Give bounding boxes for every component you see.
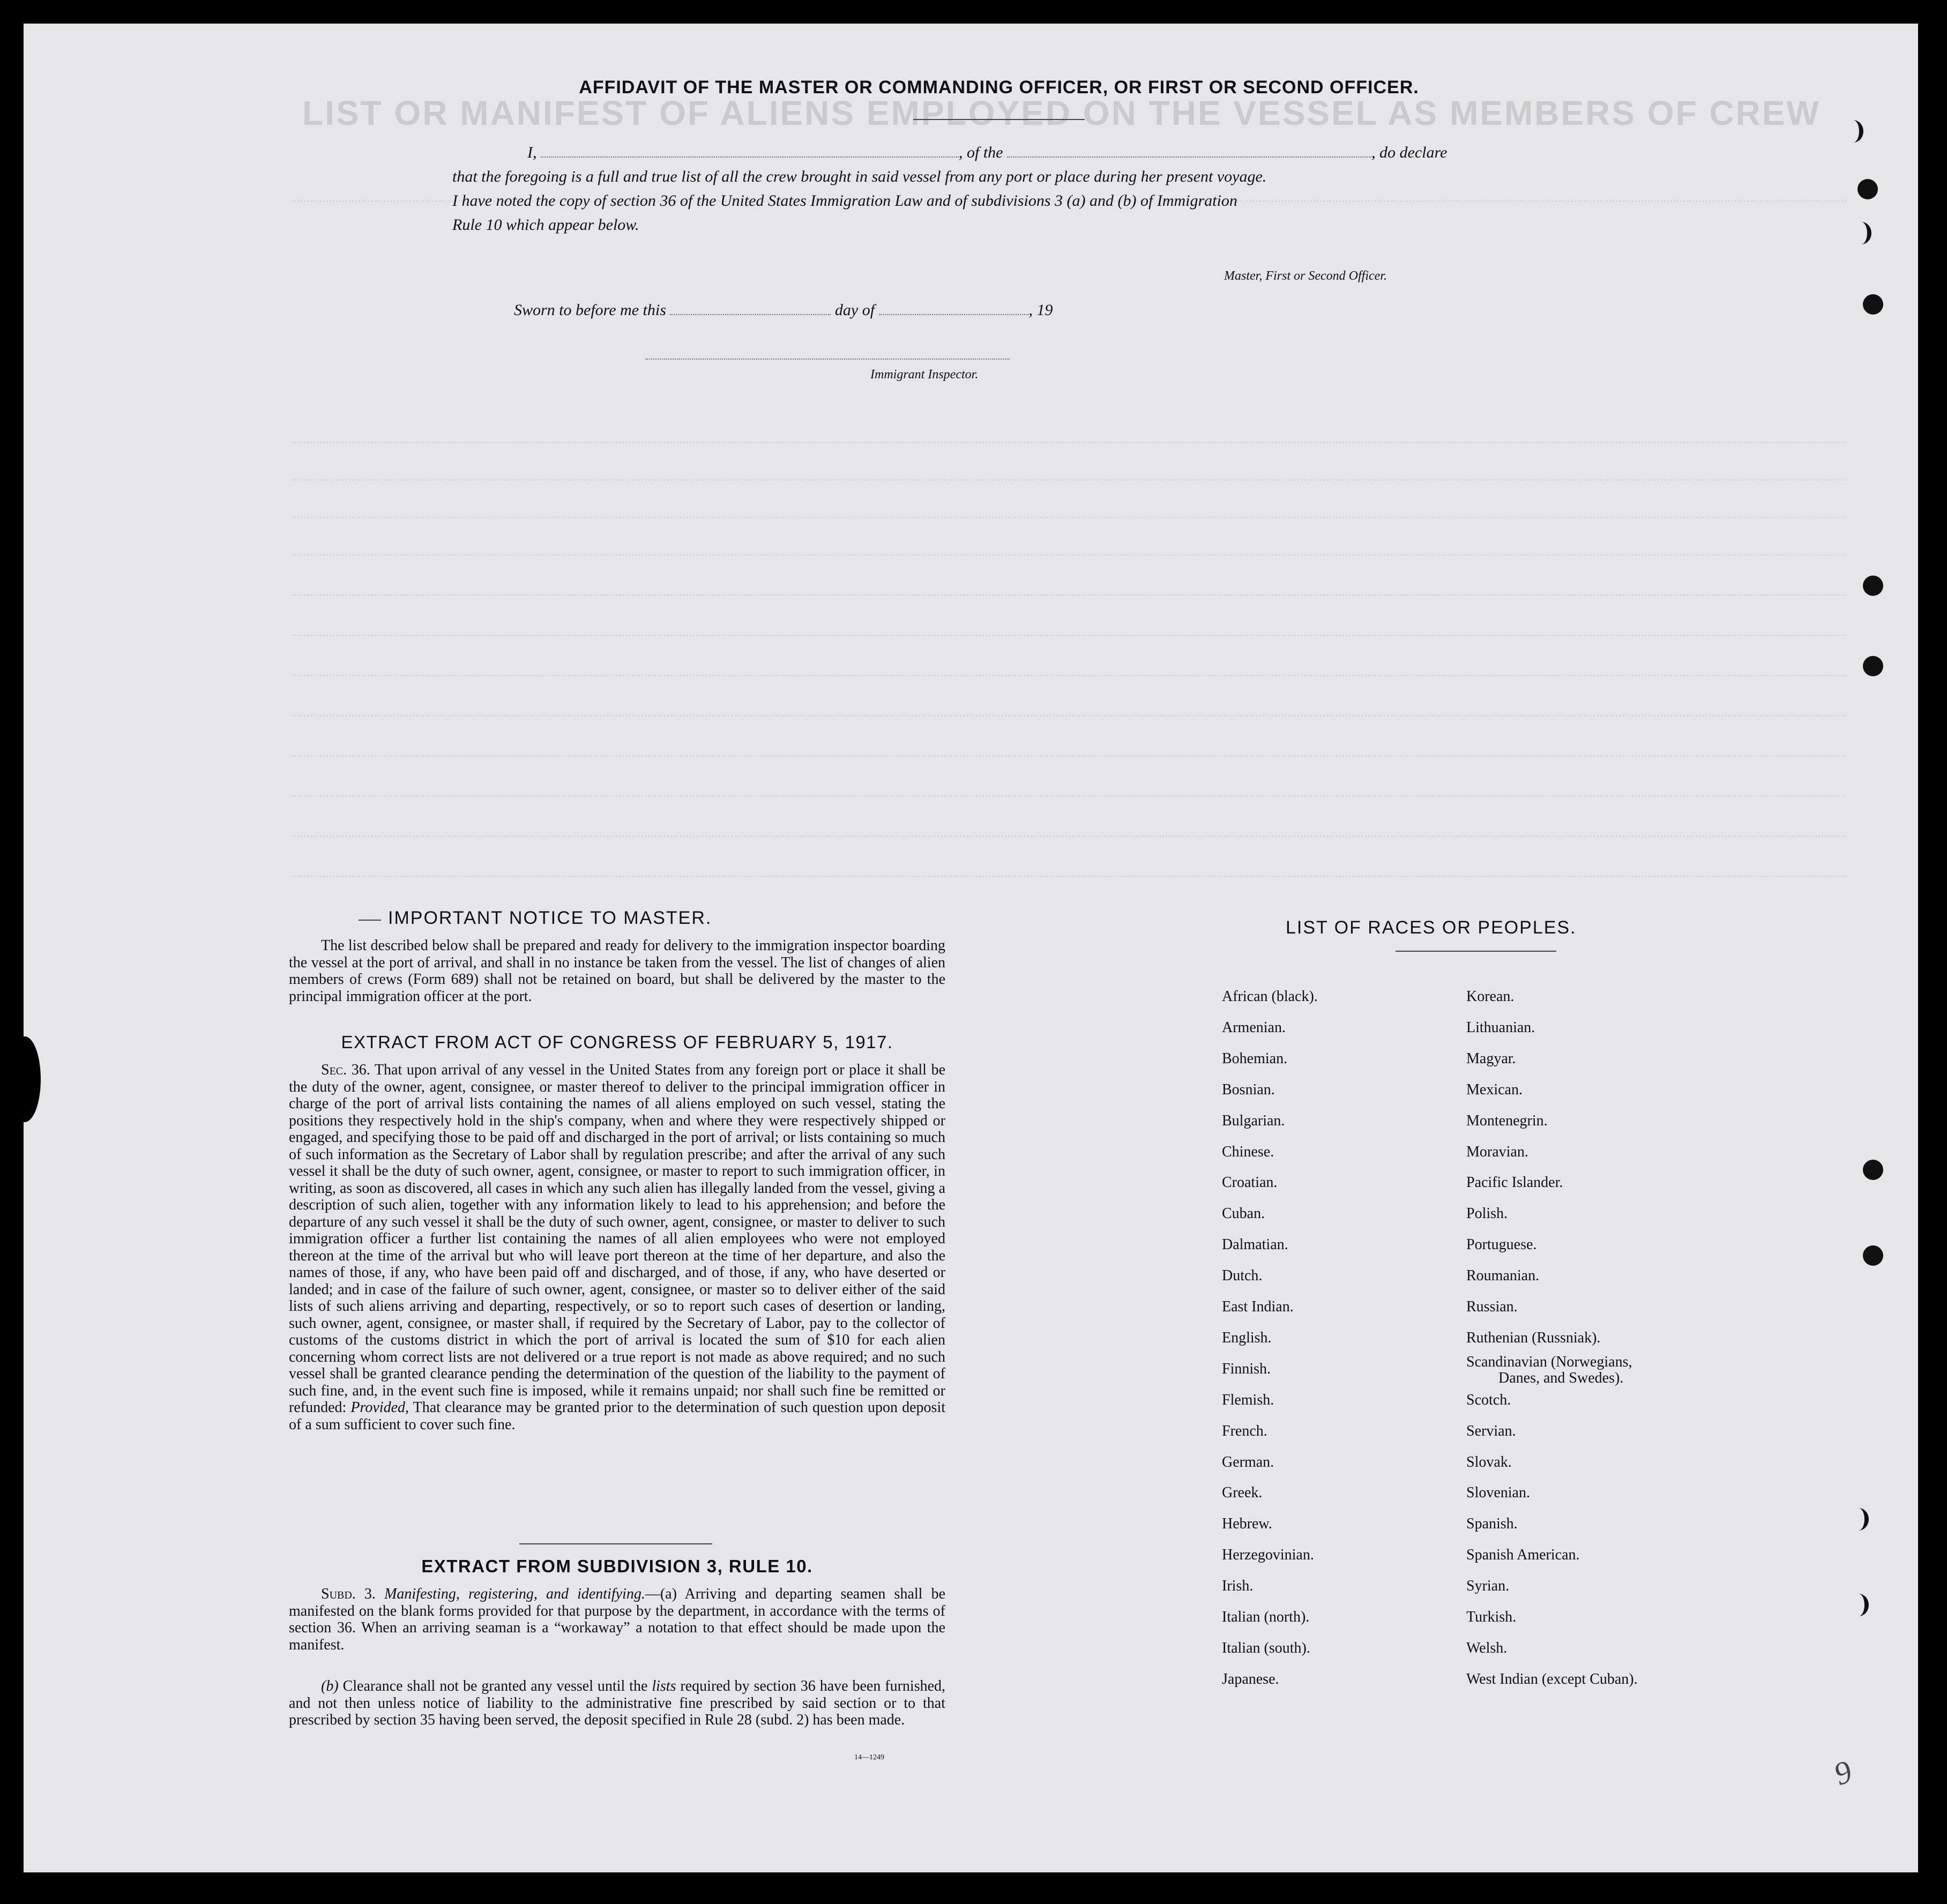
race-item: Hebrew. xyxy=(1222,1515,1272,1533)
race-item: Bohemian. xyxy=(1222,1050,1288,1067)
race-item: Servian. xyxy=(1466,1422,1516,1439)
bleed-through-line xyxy=(292,634,1846,638)
sworn-month-field[interactable] xyxy=(879,302,1029,315)
punch-hole xyxy=(1863,1245,1883,1266)
bleed-through-line xyxy=(292,442,1846,445)
race-item: Mexican. xyxy=(1466,1081,1523,1098)
race-item: West Indian (except Cuban). xyxy=(1466,1670,1638,1688)
race-item: Bulgarian. xyxy=(1222,1112,1285,1129)
punch-hole xyxy=(1848,1594,1869,1616)
race-item: Turkish. xyxy=(1466,1609,1517,1625)
sworn-day-of-label: day of xyxy=(834,301,875,319)
race-item: Spanish American. xyxy=(1466,1547,1580,1564)
affidavit-line-4: Rule 10 which appear below. xyxy=(452,216,639,234)
bleed-through-line xyxy=(292,715,1846,719)
race-item: English. xyxy=(1222,1329,1272,1346)
race-item: Italian (north). xyxy=(1222,1609,1310,1625)
section-36-body: That upon arrival of any vessel in the United States from any foreign port or place it shall be the duty of the owner, agent, consignee, or master thereof to deliver to the principal immigration officer in charge of the port of arrival lists containing the names of all aliens employed on such vessel, stating the positions they respectively hold in the ship's company, when and where they were respectively shipped or engaged, and specifying those to be paid off and discharged in the port of arrival; or lists containing so much of such information as the Secretary of Labor shall by regulation prescribe; and after the arrival of any such vessel it shall be the duty of such owner, agent, consignee, or master to report to such immigration officer, in writing, as soon as discovered, all cases in which any such alien has illegally landed from the vessel, giving a description of such alien, together with any information likely to lead to his apprehension; and before the departure of any such vessel it shall be the duty of such owner, agent, consignee, or master to deliver to such immigration officer a further list containing the names of all alien employees who were not employed thereon at the time of the arrival but who will leave port thereon at the time of her departure, and also the names of those, if any, who have been paid off and discharged, and of those, if any, who have deserted or landed; and in case of the failure of such owner, agent, consignee, or master so to deliver either of the said lists of such aliens arriving and departing, respectively, or so to report such cases of desertion or landing, such owner, agent, consignee, or master shall, if required by the Secretary of Labor, pay to the collector of customs of the customs district in which the port of arrival is located the sum of $10 for each alien concerning whom correct lists are not delivered or a true report is not made as above required; and no such vessel shall be granted clearance pending the determination of the question of the liability to the payment of such fine, and, in the event such fine is imposed, while it remains unpaid; nor shall such fine be remitted or refunded: xyxy=(289,1062,945,1416)
race-item: Montenegrin. xyxy=(1466,1112,1548,1129)
race-item: Lithuanian. xyxy=(1466,1019,1535,1036)
affidavit-title-rule xyxy=(913,119,1085,120)
affidavit-line-2: that the foregoing is a full and true list of all the crew brought in said vessel from any port or place during her present voyage. xyxy=(452,168,1267,185)
affidavit-line-3: I have noted the copy of section 36 of the United States Immigration Law and of subdivisions 3 (a) and (b) of Immigration xyxy=(452,192,1237,210)
subd-b-label: (b) xyxy=(321,1678,339,1694)
race-item: Greek. xyxy=(1222,1484,1263,1502)
subd-b-lists: lists xyxy=(652,1678,676,1694)
race-item: Pacific Islander. xyxy=(1466,1174,1563,1191)
race-item: Portuguese. xyxy=(1466,1236,1537,1253)
race-item: Moravian. xyxy=(1466,1143,1528,1160)
race-item: Armenian. xyxy=(1222,1019,1286,1036)
race-item: Dutch. xyxy=(1222,1267,1263,1285)
race-item: Bosnian. xyxy=(1222,1081,1275,1098)
race-item: Ruthenian (Russniak). xyxy=(1466,1329,1601,1346)
bleed-through-line xyxy=(292,675,1846,678)
affidavit-of-the-label: , of the xyxy=(959,144,1003,161)
race-item: Cuban. xyxy=(1222,1205,1265,1222)
rule-divider xyxy=(519,1543,712,1544)
race-item xyxy=(1466,1354,1697,1386)
notice-dash xyxy=(359,920,381,921)
punch-hole xyxy=(1851,222,1871,244)
race-item: French. xyxy=(1222,1422,1267,1439)
sworn-line xyxy=(514,301,1053,319)
affidavit-title: AFFIDAVIT OF THE MASTER OR COMMANDING OFFICER, OR FIRST OR SECOND OFFICER. xyxy=(579,77,1419,98)
signature-label: Master, First or Second Officer. xyxy=(1224,269,1387,283)
race-item: Finnish. xyxy=(1222,1360,1271,1377)
bleed-through-line xyxy=(292,755,1846,759)
subdivision-a-text xyxy=(289,1586,945,1653)
bleed-through-line xyxy=(292,517,1846,520)
bleed-through-line xyxy=(292,479,1846,483)
section-label: Sec. 36. xyxy=(321,1062,370,1078)
provided-word: Provided, xyxy=(350,1399,409,1416)
inspector-signature-line[interactable] xyxy=(645,359,1010,360)
punch-hole xyxy=(1863,576,1883,596)
race-item-line: Scandinavian (Norwegians, xyxy=(1466,1353,1632,1370)
sworn-day-field[interactable] xyxy=(670,302,831,315)
bleed-through-line xyxy=(292,876,1846,879)
punch-hole xyxy=(1863,294,1883,315)
races-title: LIST OF RACES OR PEOPLES. xyxy=(1286,917,1577,938)
punch-hole xyxy=(1863,1160,1883,1180)
document-sheet xyxy=(24,24,1918,1872)
race-item: Spanish. xyxy=(1466,1515,1518,1533)
subd-b-body-2: required by section 36 have been furnished, and not then unless notice of liability to the administrative fine prescribed by said section or to that prescribed by section 35 having been served, the deposit specified in Rule 28 (subd. 2) has been made. xyxy=(289,1678,946,1728)
race-item: Scotch. xyxy=(1466,1391,1511,1408)
notice-text: The list described below shall be prepared and ready for delivery to the immigration inspector boarding the vessel at the port of arrival, and shall in no instance be taken from the vessel. The list of changes of alien members of crews (Form 689) shall not be retained on board, but shall be delivered by the master to the principal immigration officer at the port. xyxy=(289,937,945,1005)
race-item: Syrian. xyxy=(1466,1578,1510,1595)
subd-a-label: —(a) xyxy=(645,1586,677,1602)
race-item: Slovak. xyxy=(1466,1453,1512,1470)
handwritten-page-mark: 9 xyxy=(1829,1753,1857,1793)
race-item: Slovenian. xyxy=(1466,1484,1530,1502)
race-item: Chinese. xyxy=(1222,1143,1274,1160)
master-name-field[interactable] xyxy=(541,145,959,158)
form-number: 14—1249 xyxy=(854,1753,884,1761)
notice-title: IMPORTANT NOTICE TO MASTER. xyxy=(388,908,712,928)
affidavit-i-label: I, xyxy=(527,144,537,161)
race-item: Polish. xyxy=(1466,1205,1508,1222)
race-item: Herzegovinian. xyxy=(1222,1547,1314,1564)
races-rule xyxy=(1396,951,1556,952)
inspector-label: Immigrant Inspector. xyxy=(870,368,979,382)
section-36-text xyxy=(289,1062,945,1433)
subd-heading: Manifesting, registering, and identifying. xyxy=(384,1586,645,1602)
race-item: Flemish. xyxy=(1222,1391,1274,1408)
race-item-line: Danes, and Swedes). xyxy=(1498,1369,1624,1386)
race-item: Italian (south). xyxy=(1222,1639,1310,1656)
race-item: African (black). xyxy=(1222,988,1318,1005)
bleed-through-line xyxy=(292,554,1846,558)
extract-act-title: EXTRACT FROM ACT OF CONGRESS OF FEBRUARY 5, 1917. xyxy=(341,1032,893,1052)
punch-hole xyxy=(1858,179,1878,199)
bleed-through-line xyxy=(292,795,1846,799)
subd-a-body: Arriving and departing seamen shall be manifested on the blank forms provided for that purpose by the department, in accordance with the terms of section 36. When an arriving seaman is a “workaway” a notation to that effect should be made upon the manifest. xyxy=(289,1586,945,1653)
race-item: Korean. xyxy=(1466,988,1515,1005)
race-item: German. xyxy=(1222,1453,1274,1470)
extract-rule-title: EXTRACT FROM SUBDIVISION 3, RULE 10. xyxy=(421,1556,813,1576)
race-item: East Indian. xyxy=(1222,1298,1294,1315)
subd-label: Subd. 3. xyxy=(321,1586,376,1602)
race-item: Croatian. xyxy=(1222,1174,1278,1191)
punch-hole xyxy=(1848,1508,1869,1530)
affidavit-body xyxy=(452,140,1578,237)
sworn-year-label: , 19 xyxy=(1028,301,1053,319)
bleed-through-line xyxy=(292,594,1846,598)
page-notch xyxy=(24,1036,41,1122)
affidavit-declare-label: , do declare xyxy=(1371,144,1448,161)
race-item: Welsh. xyxy=(1466,1639,1508,1656)
punch-hole xyxy=(1863,656,1883,676)
race-item: Dalmatian. xyxy=(1222,1236,1288,1253)
bleed-through-line xyxy=(292,835,1846,839)
race-item: Magyar. xyxy=(1466,1050,1516,1067)
vessel-name-field[interactable] xyxy=(1007,145,1371,158)
punch-hole xyxy=(1843,120,1863,143)
subdivision-b-text xyxy=(289,1678,945,1729)
bleed-through-text: LIST OR MANIFEST OF ALIENS EMPLOYED ON THE VESSEL AS MEMBERS OF CREW xyxy=(302,94,1821,132)
race-item: Irish. xyxy=(1222,1578,1254,1595)
race-item: Roumanian. xyxy=(1466,1267,1540,1285)
race-item: Japanese. xyxy=(1222,1670,1279,1688)
sworn-prefix: Sworn to before me this xyxy=(514,301,666,319)
subd-b-body-1: Clearance shall not be granted any vessel until the xyxy=(342,1678,648,1694)
race-item: Russian. xyxy=(1466,1298,1518,1315)
section-36-end: That clearance may be granted prior to the determination of such question upon deposit of a sum sufficient to cover such fine. xyxy=(289,1399,946,1433)
